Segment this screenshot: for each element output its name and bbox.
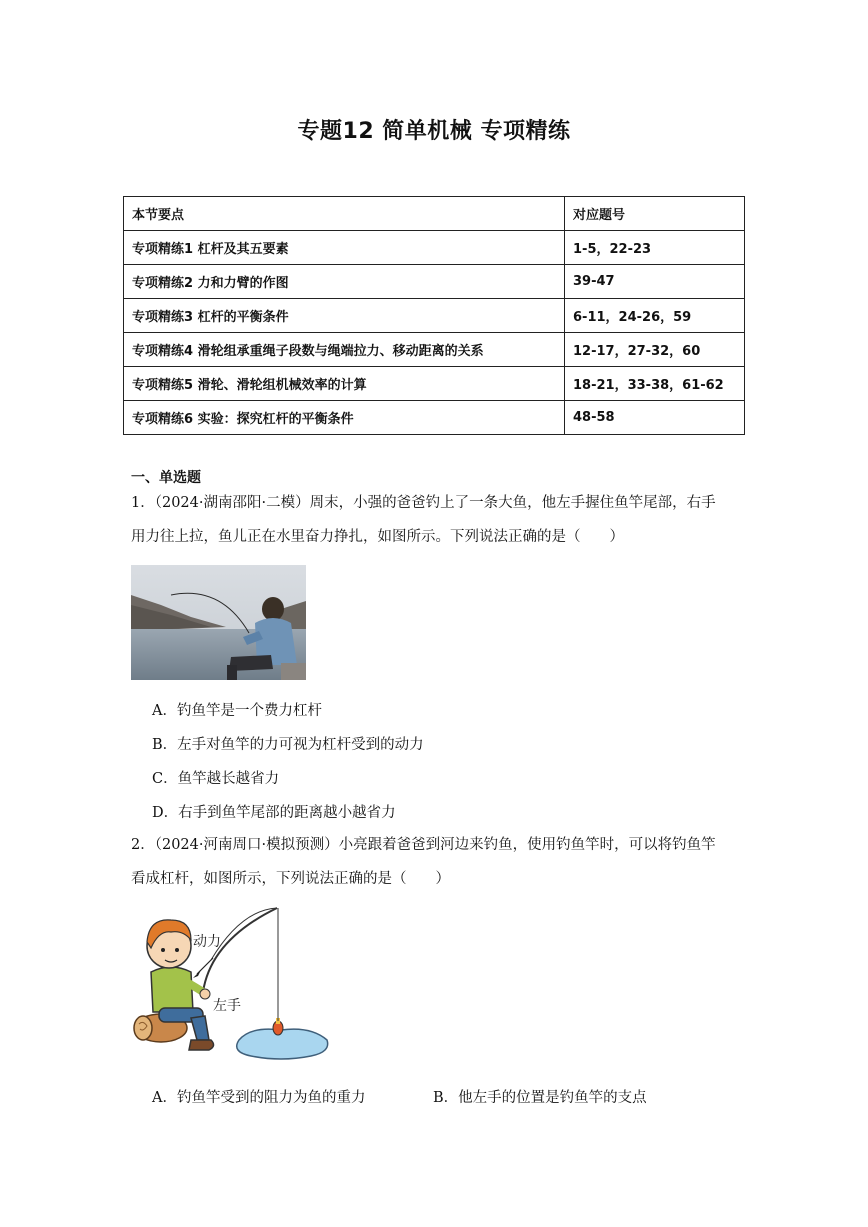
topic-cell: 专项精练5 滑轮、滑轮组机械效率的计算 [124,367,565,401]
numbers-cell: 12-17，27-32，60 [565,333,745,367]
topic-cell: 专项精练6 实验：探究杠杆的平衡条件 [124,401,565,435]
numbers-cell: 6-11，24-26，59 [565,299,745,333]
topics-table [123,196,745,435]
table-header-row [124,197,745,231]
table-row [124,299,745,333]
question-2-text [131,828,746,896]
topic-cell: 专项精练4 滑轮组承重绳子段数与绳端拉力、移动距离的关系 [124,333,565,367]
numbers-cell: 48-58 [565,401,745,435]
topic-cell: 专项精练2 力和力臂的作图 [124,265,565,299]
topic-cell: 专项精练1 杠杆及其五要素 [124,231,565,265]
numbers-cell: 39-47 [565,265,745,299]
question-2-line-1: 2．（2024·河南周口·模拟预测）小亮跟着爸爸到河边来钓鱼，使用钓鱼竿时，可以将钓鱼竿 [131,837,716,853]
numbers-cell: 18-21，33-38，61-62 [565,367,745,401]
question-1-option-a: A．钓鱼竿是一个费力杠杆 [152,703,322,719]
question-2-line-2: 看成杠杆，如图所示，下列说法正确的是（ ） [131,871,450,887]
table-row [124,265,745,299]
fishing-boy-illustration [131,900,336,1068]
question-1-option-d: D．右手到鱼竿尾部的距离越小越省力 [152,805,396,821]
question-1-text [131,486,746,554]
question-1-line-2: 用力往上拉，鱼儿正在水里奋力挣扎，如图所示。下列说法正确的是（ ） [131,529,624,545]
topic-cell: 专项精练3 杠杆的平衡条件 [124,299,565,333]
fishing-photo [131,565,306,680]
table-row [124,401,745,435]
question-1-option-b: B．左手对鱼竿的力可视为杠杆受到的动力 [152,737,424,753]
numbers-cell: 1-5，22-23 [565,231,745,265]
table-row [124,367,745,401]
question-2-option-b: B．他左手的位置是钓鱼竿的支点 [433,1090,647,1106]
question-2-option-a: A．钓鱼竿受到的阻力为鱼的重力 [152,1090,366,1106]
left-hand-label: 左手 [213,997,241,1013]
question-1-option-c: C．鱼竿越长越省力 [152,771,280,787]
page-title: 专题12 简单机械 专项精练 [297,119,571,144]
header-cell: 本节要点 [124,197,565,231]
section-title: 一、单选题 [131,470,201,486]
header-cell: 对应题号 [565,197,745,231]
table-row [124,231,745,265]
question-1-line-1: 1．（2024·湖南邵阳·二模）周末，小强的爸爸钓上了一条大鱼，他左手握住鱼竿尾部，右手 [131,495,716,511]
force-label: 动力 [193,933,221,949]
table-row [124,333,745,367]
